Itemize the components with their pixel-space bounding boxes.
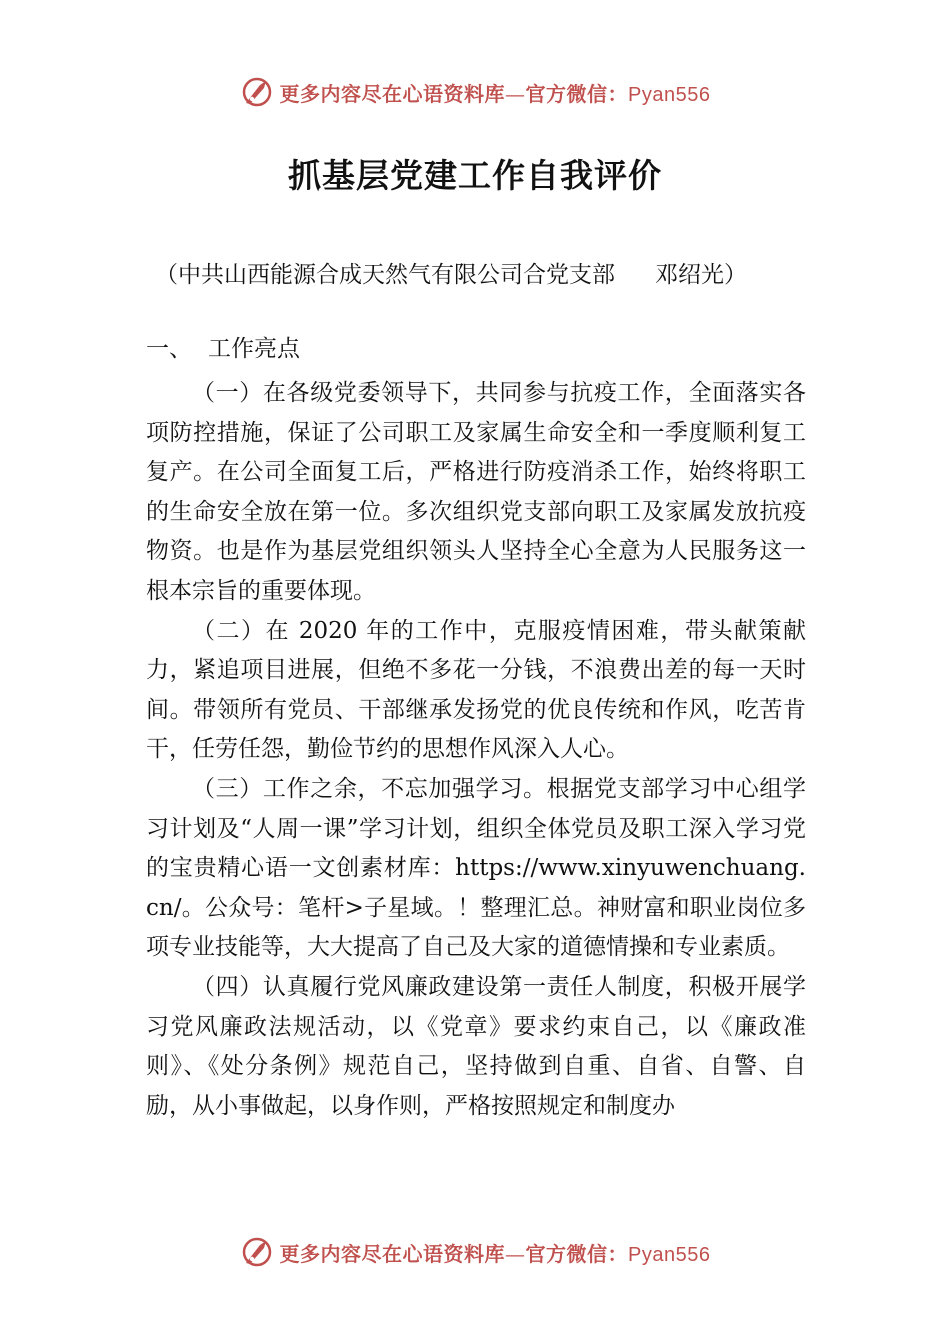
subtitle-author: 邓绍光） xyxy=(655,262,747,288)
section-heading-text: 工作亮点 xyxy=(208,336,300,362)
section-number: 一、 xyxy=(146,336,192,362)
document-body xyxy=(146,374,806,1126)
footer-watermark-banner xyxy=(0,1232,950,1272)
watermark-text: 更多内容尽在心语资料库—官方微信：Pyan556 xyxy=(279,1241,711,1266)
document-subtitle xyxy=(155,256,747,289)
paragraph-1: （一）在各级党委领导下，共同参与抗疫工作，全面落实各项防控措施，保证了公司职工及家属生命安全和一季度顺利复工复产。在公司全面复工后，严格进行防疫消杀工作，始终将职工的生命安全放在第一位。多次组织党支部向职工及家属发放抗疫物资。也是作为基层党组织领头人坚持全心全意为人民服务这一根本宗旨的重要体现。 xyxy=(146,380,806,604)
subtitle-organization: （中共山西能源合成天然气有限公司合党支部 xyxy=(155,262,615,288)
header-watermark-banner xyxy=(0,72,950,112)
wechat-id: Pyan556 xyxy=(628,1243,711,1266)
paragraph-2: （二）在 2020 年的工作中，克服疫情困难，带头献策献力，紧追项目进展，但绝不多花一分钱，不浪费出差的每一天时间。带领所有党员、干部继承发扬党的优良传统和作风，吃苦肯干，任劳任怨，勤俭节约的思想作风深入人心。 xyxy=(146,617,806,763)
pen-nib-logo-icon xyxy=(240,1235,274,1269)
document-title: 抓基层党建工作自我评价 xyxy=(288,156,662,195)
wechat-id: Pyan556 xyxy=(628,83,711,106)
watermark-text: 更多内容尽在心语资料库—官方微信：Pyan556 xyxy=(279,81,711,106)
paragraph-3: （三）工作之余，不忘加强学习。根据党支部学习中心组学习计划及“人周一课”学习计划，组织全体党员及职工深入学习党的宝贵精心语一文创素材库：https://www.xinyuwenchuang.cn/。公众号：笔杆>子星域。！整理汇总。神财富和职业岗位多项专业技能等，大大提高了自己及大家的道德情操和专业素质。 xyxy=(146,775,806,961)
pen-nib-logo-icon xyxy=(240,75,274,109)
paragraph-4: （四）认真履行党风廉政建设第一责任人制度，积极开展学习党风廉政法规活动，以《党章》要求约束自己，以《廉政准则》、《处分条例》规范自己，坚持做到自重、自省、自警、自励，从小事做起，以身作则，严格按照规定和制度办 xyxy=(146,973,806,1119)
section-heading-1 xyxy=(146,330,300,363)
